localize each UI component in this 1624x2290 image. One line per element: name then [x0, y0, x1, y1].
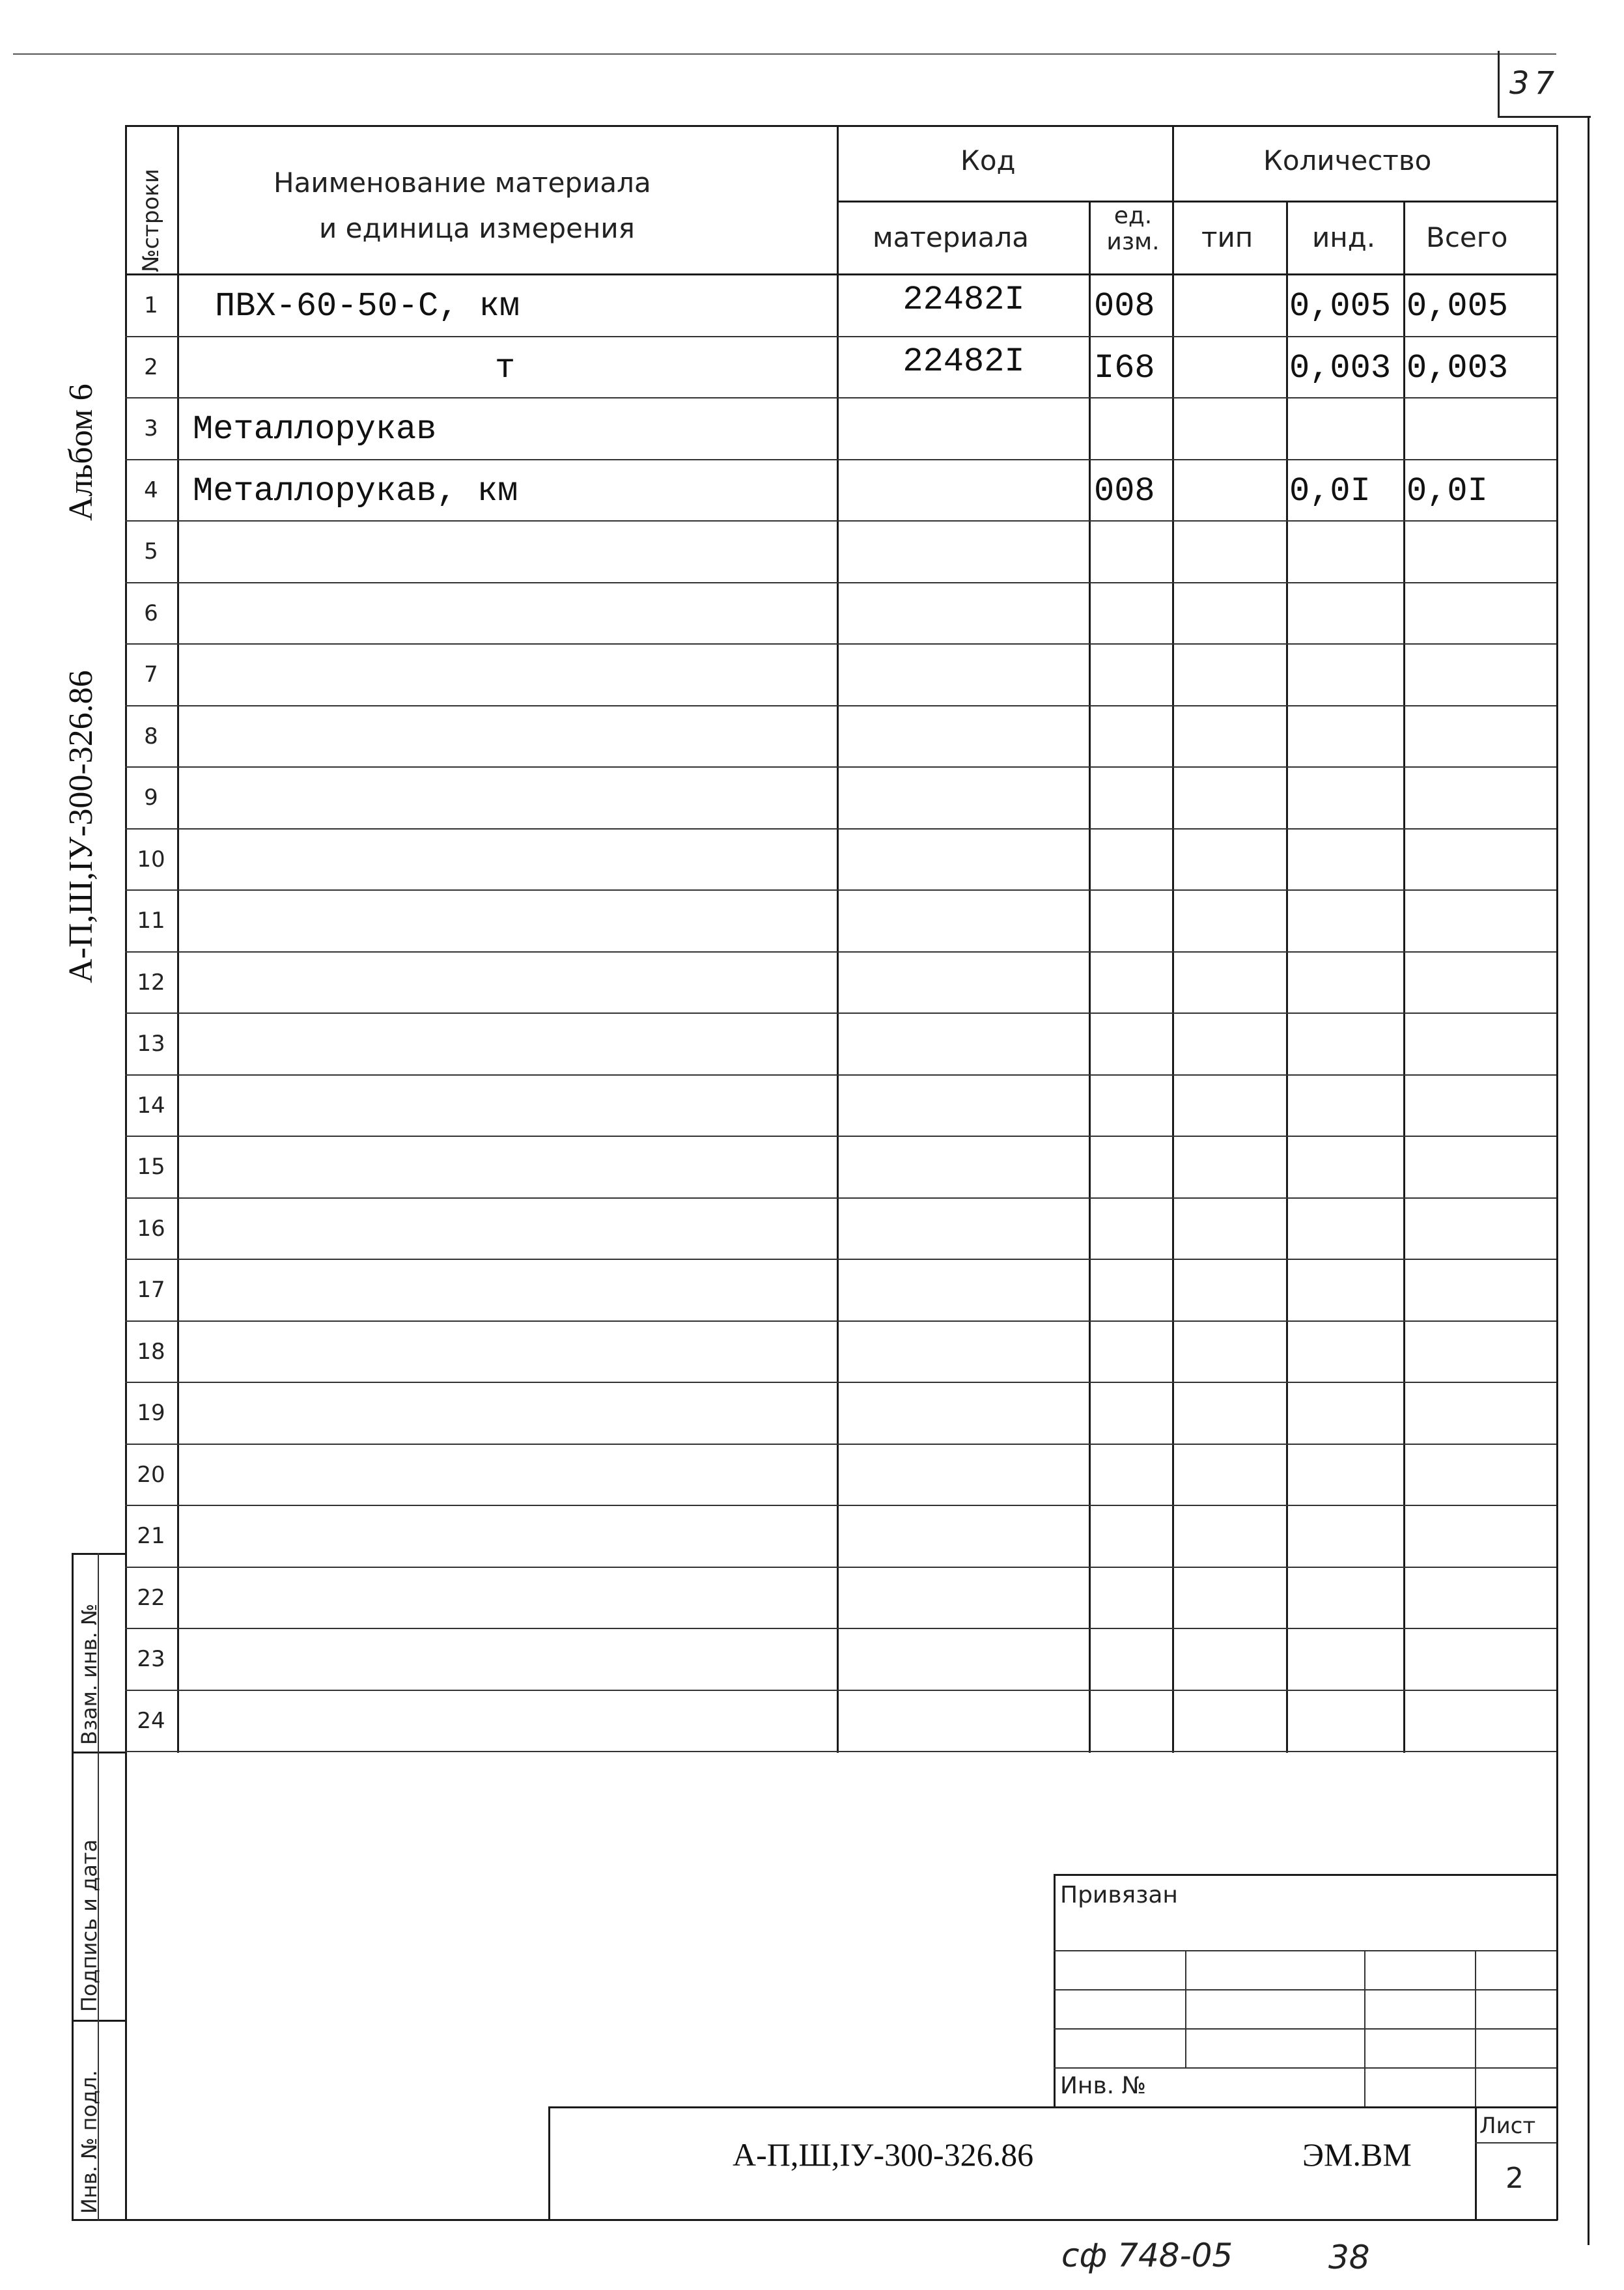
stamp-podpis-data: Подпись и дата — [77, 1839, 102, 2012]
row-number: 17 — [137, 1277, 165, 1303]
row-code: 22482I — [903, 342, 1025, 381]
row-divider — [125, 828, 1556, 830]
row-divider — [125, 1074, 1556, 1076]
tb-grid-v3 — [1475, 1950, 1476, 2106]
row-number: 24 — [137, 1707, 165, 1734]
handwritten-note: сф 748-05 — [1061, 2237, 1233, 2274]
col-divider-ind — [1403, 201, 1405, 1753]
row-divider — [125, 1320, 1556, 1322]
tb-sheet-div — [1475, 2142, 1556, 2143]
stamp-div1 — [72, 1752, 126, 1753]
tb-sheet-left — [1475, 2106, 1477, 2220]
row-divider — [125, 889, 1556, 891]
row-divider — [125, 1136, 1556, 1137]
row-divider — [125, 766, 1556, 768]
row-divider — [125, 1444, 1556, 1445]
tb-inv-no: Инв. № — [1060, 2073, 1147, 2099]
row-name: т — [495, 348, 516, 387]
row-divider — [125, 1259, 1556, 1260]
header-row-number: №строки — [138, 169, 164, 272]
header-code-material: материала — [873, 221, 1029, 253]
row-number: 6 — [144, 600, 158, 626]
tb-main-left — [548, 2106, 550, 2220]
tb-mark: ЭМ.ВМ — [1302, 2136, 1412, 2173]
row-divider — [125, 582, 1556, 583]
row-divider — [125, 643, 1556, 645]
stamp-top — [72, 1553, 126, 1555]
row-divider — [125, 459, 1556, 460]
header-subline — [837, 201, 1556, 202]
row-divider — [125, 951, 1556, 953]
row-divider — [125, 1567, 1556, 1568]
row-divider — [125, 1751, 1556, 1752]
handwritten-number: 38 — [1328, 2239, 1370, 2276]
stamp-vzam-inv: Взам. инв. № — [77, 1603, 102, 1745]
header-unit: ед. изм. — [1106, 202, 1160, 255]
row-number: 23 — [137, 1646, 165, 1672]
right-border — [1588, 116, 1589, 2245]
stamp-inv-podl: Инв. № подл. — [77, 2070, 102, 2214]
header-total: Всего — [1426, 221, 1508, 253]
row-unit: I68 — [1094, 348, 1155, 387]
tb-sheet-number: 2 — [1505, 2162, 1524, 2195]
row-total: 0,0I — [1407, 471, 1488, 510]
table-left-border — [125, 125, 127, 2220]
tb-doc-code: А-П,Ш,IУ-300-326.86 — [733, 2136, 1034, 2173]
row-number: 20 — [137, 1461, 165, 1488]
row-number: 14 — [137, 1092, 165, 1119]
page-number: 37 — [1509, 65, 1560, 102]
row-number: 21 — [137, 1523, 165, 1549]
top-rule — [13, 53, 1556, 55]
table-right-border — [1556, 125, 1558, 2220]
header-name-line1: Наименование материала — [273, 167, 651, 199]
col-divider-rownum — [177, 125, 179, 1753]
stamp-bottom — [72, 2219, 126, 2221]
tb-grid-v1 — [1185, 1950, 1186, 2067]
tb-grid-h4 — [1054, 2067, 1556, 2069]
tb-sheet-label: Лист — [1479, 2113, 1536, 2139]
row-divider — [125, 1382, 1556, 1383]
row-divider — [125, 397, 1556, 398]
header-quantity: Количество — [1263, 145, 1432, 176]
row-divider — [125, 336, 1556, 337]
row-divider — [125, 1505, 1556, 1506]
row-code: 22482I — [903, 281, 1025, 319]
tb-privyazan-left — [1054, 1874, 1056, 2108]
row-divider — [125, 1012, 1556, 1014]
row-number: 13 — [137, 1031, 165, 1057]
row-unit: 008 — [1094, 287, 1155, 326]
row-number: 9 — [144, 785, 158, 811]
header-type: тип — [1201, 221, 1253, 253]
row-divider — [125, 520, 1556, 522]
row-number: 7 — [144, 662, 158, 688]
row-number: 5 — [144, 538, 158, 565]
stamp-left-border — [72, 1553, 74, 2220]
header-ind: инд. — [1312, 221, 1376, 253]
col-divider-code — [1089, 201, 1091, 1753]
row-number: 4 — [144, 477, 158, 503]
row-ind: 0,003 — [1289, 348, 1392, 387]
tb-privyazan-top — [1054, 1874, 1556, 1876]
row-unit: 008 — [1094, 471, 1155, 510]
row-number: 2 — [144, 354, 158, 380]
row-divider — [125, 1197, 1556, 1199]
row-number: 12 — [137, 969, 165, 996]
row-divider — [125, 1628, 1556, 1629]
tb-grid-h3 — [1054, 2028, 1556, 2030]
row-number: 11 — [137, 908, 165, 934]
row-name: Металлорукав — [193, 410, 437, 449]
row-total: 0,003 — [1407, 348, 1509, 387]
row-number: 16 — [137, 1215, 165, 1242]
col-divider-type — [1286, 201, 1288, 1753]
table-bottom-border — [125, 2219, 1558, 2221]
header-bottom — [125, 273, 1558, 275]
header-code: Код — [960, 145, 1016, 176]
tb-main-top — [548, 2106, 1556, 2108]
row-number: 1 — [144, 292, 158, 318]
row-name: ПВХ-60-50-С, км — [215, 287, 520, 326]
col-divider-name — [837, 125, 839, 1753]
row-name: Металлорукав, км — [193, 471, 518, 510]
tb-grid-v2 — [1364, 1950, 1365, 2106]
row-ind: 0,005 — [1289, 287, 1392, 326]
header-name-line2: и единица измерения — [319, 212, 635, 244]
col-divider-unit — [1172, 125, 1174, 1753]
stamp-div2 — [72, 2020, 126, 2022]
tb-grid-h1 — [1054, 1950, 1556, 1951]
row-number: 10 — [137, 846, 165, 873]
row-divider — [125, 1690, 1556, 1691]
row-number: 18 — [137, 1338, 165, 1365]
side-album: Альбом 6 — [63, 384, 100, 521]
row-number: 8 — [144, 723, 158, 749]
tb-privyazan: Привязан — [1060, 1882, 1178, 1908]
side-doc-code: А-П,Ш,IУ-300-326.86 — [63, 670, 100, 983]
row-number: 19 — [137, 1400, 165, 1426]
table-top-border — [125, 125, 1558, 127]
row-number: 3 — [144, 415, 158, 441]
tb-grid-h2 — [1054, 1989, 1556, 1990]
row-total: 0,005 — [1407, 287, 1509, 326]
row-number: 15 — [137, 1154, 165, 1180]
row-ind: 0,0I — [1289, 471, 1371, 510]
row-number: 22 — [137, 1584, 165, 1611]
row-divider — [125, 705, 1556, 706]
